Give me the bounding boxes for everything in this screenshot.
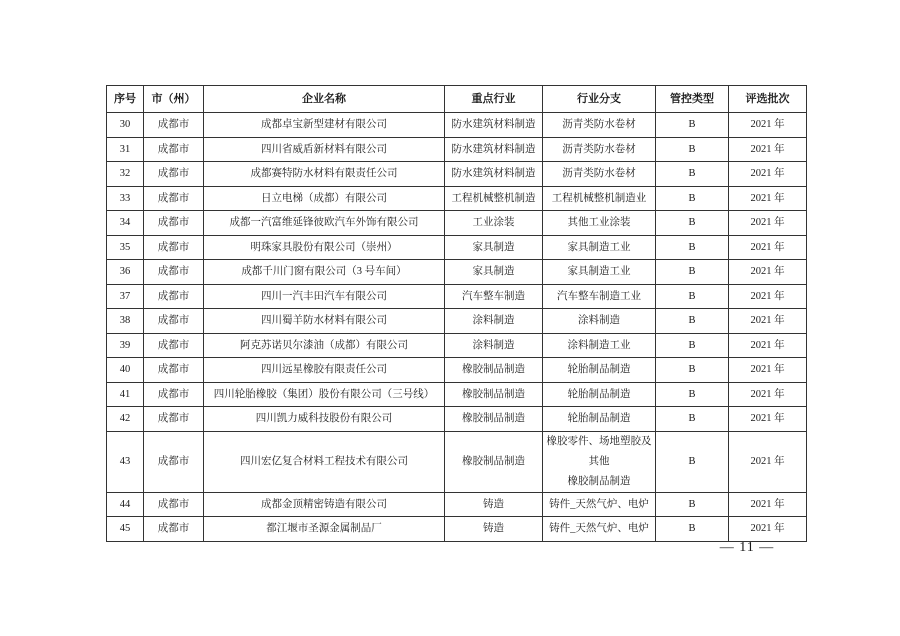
cell-control: B xyxy=(656,113,729,138)
cell-control: B xyxy=(656,284,729,309)
cell-no: 30 xyxy=(107,113,144,138)
cell-control: B xyxy=(656,211,729,236)
cell-branch: 工程机械整机制造业 xyxy=(543,186,656,211)
cell-city: 成都市 xyxy=(144,284,204,309)
cell-industry: 涂料制造 xyxy=(445,309,543,334)
cell-city: 成都市 xyxy=(144,333,204,358)
cell-control: B xyxy=(656,186,729,211)
table-row xyxy=(107,162,807,187)
cell-no: 38 xyxy=(107,309,144,334)
cell-batch: 2021 年 xyxy=(729,358,807,383)
cell-company: 四川蜀羊防水材料有限公司 xyxy=(204,309,445,334)
cell-batch: 2021 年 xyxy=(729,517,807,542)
cell-company: 明珠家具股份有限公司（崇州） xyxy=(204,235,445,260)
cell-branch: 沥青类防水卷材 xyxy=(543,113,656,138)
cell-batch: 2021 年 xyxy=(729,137,807,162)
header-industry: 重点行业 xyxy=(445,86,543,113)
cell-company: 都江堰市圣源金属制品厂 xyxy=(204,517,445,542)
cell-company: 四川宏亿复合材料工程技术有限公司 xyxy=(204,431,445,492)
table-row xyxy=(107,260,807,285)
table-row xyxy=(107,309,807,334)
cell-branch: 橡胶零件、场地塑胶及其他 橡胶制品制造 xyxy=(543,431,656,492)
cell-branch: 沥青类防水卷材 xyxy=(543,162,656,187)
cell-branch: 家具制造工业 xyxy=(543,235,656,260)
cell-no: 44 xyxy=(107,492,144,517)
cell-company: 日立电梯（成都）有限公司 xyxy=(204,186,445,211)
cell-branch: 涂料制造 xyxy=(543,309,656,334)
table-row xyxy=(107,492,807,517)
table-row xyxy=(107,431,807,492)
cell-city: 成都市 xyxy=(144,382,204,407)
cell-branch: 铸件_天然气炉、电炉 xyxy=(543,492,656,517)
cell-city: 成都市 xyxy=(144,211,204,236)
cell-batch: 2021 年 xyxy=(729,284,807,309)
cell-industry: 工业涂装 xyxy=(445,211,543,236)
cell-industry: 涂料制造 xyxy=(445,333,543,358)
cell-company: 阿克苏诺贝尔漆油（成都）有限公司 xyxy=(204,333,445,358)
cell-no: 43 xyxy=(107,431,144,492)
header-city: 市（州） xyxy=(144,86,204,113)
cell-no: 36 xyxy=(107,260,144,285)
cell-city: 成都市 xyxy=(144,407,204,432)
cell-no: 31 xyxy=(107,137,144,162)
cell-control: B xyxy=(656,431,729,492)
enterprise-table xyxy=(106,85,807,542)
cell-control: B xyxy=(656,382,729,407)
cell-city: 成都市 xyxy=(144,358,204,383)
header-row xyxy=(107,86,807,113)
cell-industry: 橡胶制品制造 xyxy=(445,358,543,383)
cell-city: 成都市 xyxy=(144,431,204,492)
cell-control: B xyxy=(656,517,729,542)
cell-branch: 家具制造工业 xyxy=(543,260,656,285)
cell-industry: 工程机械整机制造 xyxy=(445,186,543,211)
header-batch: 评选批次 xyxy=(729,86,807,113)
cell-industry: 铸造 xyxy=(445,517,543,542)
cell-control: B xyxy=(656,492,729,517)
cell-company: 成都千川门窗有限公司（3 号车间） xyxy=(204,260,445,285)
cell-industry: 防水建筑材料制造 xyxy=(445,113,543,138)
cell-city: 成都市 xyxy=(144,260,204,285)
table-header xyxy=(107,86,807,113)
cell-branch: 铸件_天然气炉、电炉 xyxy=(543,517,656,542)
cell-batch: 2021 年 xyxy=(729,211,807,236)
cell-industry: 铸造 xyxy=(445,492,543,517)
cell-branch: 轮胎制品制造 xyxy=(543,382,656,407)
cell-control: B xyxy=(656,333,729,358)
cell-company: 四川轮胎橡胶（集团）股份有限公司（三号线） xyxy=(204,382,445,407)
cell-batch: 2021 年 xyxy=(729,431,807,492)
table-row xyxy=(107,137,807,162)
cell-company: 四川凯力威科技股份有限公司 xyxy=(204,407,445,432)
cell-batch: 2021 年 xyxy=(729,186,807,211)
cell-city: 成都市 xyxy=(144,492,204,517)
cell-batch: 2021 年 xyxy=(729,407,807,432)
cell-control: B xyxy=(656,137,729,162)
cell-no: 37 xyxy=(107,284,144,309)
table-row xyxy=(107,284,807,309)
cell-batch: 2021 年 xyxy=(729,492,807,517)
cell-batch: 2021 年 xyxy=(729,382,807,407)
table-row xyxy=(107,517,807,542)
cell-city: 成都市 xyxy=(144,235,204,260)
cell-no: 41 xyxy=(107,382,144,407)
cell-company: 成都一汽富维延锋彼欧汽车外饰有限公司 xyxy=(204,211,445,236)
cell-industry: 家具制造 xyxy=(445,260,543,285)
cell-no: 39 xyxy=(107,333,144,358)
cell-control: B xyxy=(656,309,729,334)
cell-company: 四川省威盾新材料有限公司 xyxy=(204,137,445,162)
cell-batch: 2021 年 xyxy=(729,260,807,285)
cell-batch: 2021 年 xyxy=(729,113,807,138)
cell-city: 成都市 xyxy=(144,186,204,211)
table-row xyxy=(107,333,807,358)
cell-industry: 家具制造 xyxy=(445,235,543,260)
header-company: 企业名称 xyxy=(204,86,445,113)
cell-city: 成都市 xyxy=(144,517,204,542)
cell-company: 四川一汽丰田汽车有限公司 xyxy=(204,284,445,309)
header-branch: 行业分支 xyxy=(543,86,656,113)
cell-batch: 2021 年 xyxy=(729,235,807,260)
cell-industry: 防水建筑材料制造 xyxy=(445,137,543,162)
cell-batch: 2021 年 xyxy=(729,333,807,358)
cell-branch: 涂料制造工业 xyxy=(543,333,656,358)
cell-branch: 轮胎制品制造 xyxy=(543,358,656,383)
cell-control: B xyxy=(656,162,729,187)
cell-branch: 汽车整车制造工业 xyxy=(543,284,656,309)
cell-no: 33 xyxy=(107,186,144,211)
header-control: 管控类型 xyxy=(656,86,729,113)
page-number: — 11 — xyxy=(719,540,775,555)
table-row xyxy=(107,358,807,383)
table-row xyxy=(107,113,807,138)
cell-company: 成都卓宝新型建材有限公司 xyxy=(204,113,445,138)
cell-no: 42 xyxy=(107,407,144,432)
cell-no: 34 xyxy=(107,211,144,236)
cell-branch: 其他工业涂装 xyxy=(543,211,656,236)
table-row xyxy=(107,211,807,236)
table-row xyxy=(107,186,807,211)
cell-company: 成都赛特防水材料有限责任公司 xyxy=(204,162,445,187)
table-row xyxy=(107,407,807,432)
cell-industry: 防水建筑材料制造 xyxy=(445,162,543,187)
cell-company: 四川远星橡胶有限责任公司 xyxy=(204,358,445,383)
cell-industry: 橡胶制品制造 xyxy=(445,407,543,432)
cell-control: B xyxy=(656,235,729,260)
table-row xyxy=(107,235,807,260)
cell-batch: 2021 年 xyxy=(729,309,807,334)
cell-city: 成都市 xyxy=(144,113,204,138)
table-body xyxy=(107,113,807,542)
cell-control: B xyxy=(656,260,729,285)
table-row xyxy=(107,382,807,407)
cell-branch: 沥青类防水卷材 xyxy=(543,137,656,162)
cell-no: 40 xyxy=(107,358,144,383)
cell-batch: 2021 年 xyxy=(729,162,807,187)
cell-no: 32 xyxy=(107,162,144,187)
cell-city: 成都市 xyxy=(144,162,204,187)
cell-industry: 橡胶制品制造 xyxy=(445,431,543,492)
cell-no: 45 xyxy=(107,517,144,542)
cell-city: 成都市 xyxy=(144,137,204,162)
cell-control: B xyxy=(656,358,729,383)
cell-industry: 汽车整车制造 xyxy=(445,284,543,309)
header-no: 序号 xyxy=(107,86,144,113)
cell-city: 成都市 xyxy=(144,309,204,334)
cell-branch: 轮胎制品制造 xyxy=(543,407,656,432)
cell-control: B xyxy=(656,407,729,432)
cell-no: 35 xyxy=(107,235,144,260)
cell-company: 成都金顶精密铸造有限公司 xyxy=(204,492,445,517)
cell-industry: 橡胶制品制造 xyxy=(445,382,543,407)
